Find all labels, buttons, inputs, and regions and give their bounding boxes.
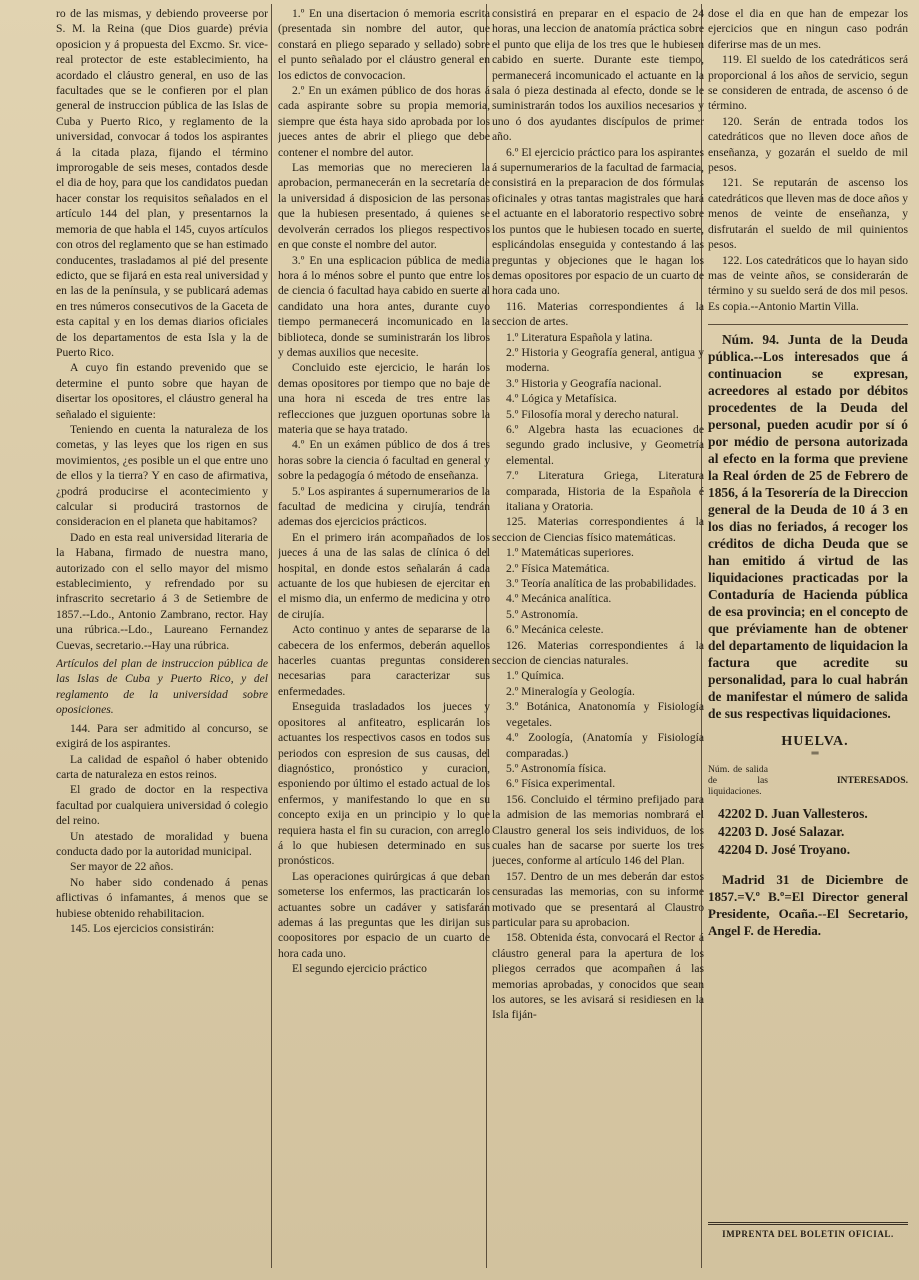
list-item: 5.º Astronomía. [506,607,579,621]
paragraph: 156. Concluido el término prefijado para la admision de las memorias nombrará el Claustro general los seis individuos, de los cuales han de sacarse por suerte los tres jueces, conforme al artículo 146 del Plan. [492,792,704,868]
column-4 [708,6,908,1268]
paragraph: 116. Materias correspondientes á la seccion de artes. [492,299,704,329]
paragraph: Las operaciones quirúrgicas á que deban someterse los enfermos, las practicarán los actuantes sobre un cadáver y satisfarán ademas á las preguntas que les dirijan sus coopositores por espacio de un cuarto de hora cada uno. [278,869,490,960]
paragraph: 120. Serán de entrada todos los catedráticos que no lleven doce años de enseñanza, y gozarán el sueldo de mil pesos. [708,114,908,175]
list-item: 6.º Física experimental. [506,777,616,791]
paragraph: 122. Los catedráticos que lo hayan sido mas de veinte años, se considerarán de término y su sueldo será de dos mil pesos. Es copia.--Antonio Martin Villa. [708,253,908,313]
list-item: 5.º Astronomía física. [506,761,607,775]
paragraph: La calidad de español ó haber obtenido carta de naturaleza en estos reinos. [56,752,268,781]
paragraph: En el primero irán acompañados de los jueces á una de las salas de clínica ó del hospital, en donde estos señalarán á cada actuante de los que hubiesen de ejercitar en el mismo dia, un enfermo de medicina y otro de cirujía. [278,530,490,621]
paragraph: Las memorias que no merecieren la aprobacion, permanecerán en la secretaría de la universidad á disposicion de las personas que la hubiesen presentado, á quienes se devolverán cerrados los pliegos respectivos en que conste el nombre del autor. [278,161,490,252]
printer-imprint: IMPRENTA DEL BOLETIN OFICIAL. [708,1222,908,1239]
list-item: 4.º Lógica y Metafísica. [506,392,617,406]
paragraph: Acto continuo y antes de separarse de la cabecera de los enfermos, deberán aquellos hacerles cuantas preguntas consideren necesarias para caracterizar sus enfermedades. [278,623,490,698]
column-2 [278,6,490,1268]
table-row: 42202 D. Juan Vallesteros. [718,805,868,821]
paragraph: ro de las mismas, y debiendo proveerse por S. M. la Reina (que Dios guarde) prévia oposicion y á propuesta del Excmo. Sr. vice-real protector de este establecimiento, ha acordado el cláustro general, en uso de las facultades que se le confieren por el plan general de instruccion pública de las Islas de Cuba y Puerto Rico, y reglamento de la universidad, convocar á todos los aspirantes á la citada plaza, fijando el término improrogable de seis meses, contados desde el dia de hoy, para que los candidatos puedan hacer constar los requisitos señalados en el artículo 144 del plan, y presentarnos la memoria de que habla el 145, cuyos artículos con otros del reglamento que se han estimado conducentes, trasladamos al pié del presente edicto, que se fijará en esta real universidad y en las de la península, y se publicará ademas en tres números consecutivos de la Gaceta de esta capital y en los demas diarios oficiales de los departamentos de esta Isla y la de Puerto Rico. [56,7,268,359]
paragraph: 158. Obtenida ésta, convocará el Rector á cláustro general para la apertura de los pliegos cerrados que acompañen á las memorias aprobadas, y conocidos que sean los autores, se les avisará si residiesen en la Isla fiján- [492,931,704,1022]
list-item: 3.º Teoría analítica de las probabilidades. [506,577,697,591]
paragraph: 4.º En un exámen público de dos á tres horas sobre la ciencia ó facultad en general y sobre la pedagogía ó método de enseñanza. [278,438,490,483]
list-item: 6.º Algebra hasta las ecuaciones de segundo grado inclusive, y Geometría elemental. [506,422,704,467]
place-divider: ═ [811,747,819,759]
paragraph: 1.º En una disertacion ó memoria escrita (presentada sin nombre del autor, que constará en pliego separado y sellado) sobre el punto señalado por el cláustro general en los edictos de convocacion. [278,7,490,82]
paragraph: 126. Materias correspondientes á la seccion de ciencias naturales. [492,638,704,668]
list-item: 3.º Historia y Geografía nacional. [506,376,662,390]
debt-notice: Núm. 94. Junta de la Deuda pública.--Los interesados que á continuacion se expresan, acreedores al estado por débitos procedentes de la Deuda del personal, pueden acudir por sí ó por médio de persona autorizada al efecto en la forma que previene la Real órden de 25 de Febrero de 1856, á la Tesorería de la Direccion general de la Deuda de 10 á 3 en los dias no feriados, á recoger los créditos de dicha Deuda que se han emitido á virtud de las liquidaciones practicadas por la Contaduría de Hacienda pública de esa provincia; en el concepto de que préviamente han de obtener del departamento de liquidacion la factura que acredite su personalidad, para lo cual habrán de manifestar el número de salida de sus respectivas liquidaciones. [708,324,908,722]
list-item: 4.º Zoología, (Anatomía y Fisiología comparadas.) [506,731,704,760]
paragraph: Dado en esta real universidad literaria de la Habana, firmado de nuestra mano, autorizado con el sello mayor del mismo establecimiento, y refrendado por su infrascrito secretario á 3 de Setiembre de 1857.--Ldo., Antonio Zambrano, rector. Hay una rúbrica.--Ldo., Laureano Fernandez Cuevas, secretario.--Hay una rúbrica. [56,530,268,652]
list-item: 1.º Matemáticas superiores. [506,546,634,560]
paragraph: A cuyo fin estando prevenido que se determine el punto sobre que hayan de disertar los opositores, el cláustro general ha señalado el siguiente: [56,361,268,421]
paragraph: Ser mayor de 22 años. [70,860,174,874]
paragraph: 3.º En una esplicacion pública de media hora á lo ménos sobre el punto que entre los de ciencia ó facultad haya cabido en suerte al candidato una hora antes, durante cuyo tiempo permanecerá incomunicado en la biblioteca, donde se suministrarán los libros y demas auxilios que necesite. [278,253,490,359]
paragraph: No haber sido condenado á penas aflictivas ó infamantes, á menos que se hubiese obtenido rehabilitacion. [56,875,268,920]
place-heading: HUELVA. [781,734,849,750]
paragraph: 121. Se reputarán de ascenso los catedráticos que lleven mas de doce años y menos de veinte de enseñanza, y disfrutarán el sueldo de mil quinientos pesos. [708,176,908,252]
paragraph: El segundo ejercicio práctico [292,962,427,976]
paragraph: 5.º Los aspirantes á supernumerarios de la facultad de medicina y cirujía, tendrán ademas dos ejercicios prácticos. [278,484,490,529]
list-item: 4.º Mecánica analítica. [506,592,612,606]
paragraph: 157. Dentro de un mes deberán dar estos censuradas las memorias, con su informe motivado que se presentará al Claustro particular para su aprobacion. [492,869,704,929]
paragraph: 119. El sueldo de los catedráticos será proporcional á los años de servicio, segun se consideren de entrada, de ascenso ó de término. [708,53,908,113]
list-item: 1.º Literatura Española y latina. [506,330,653,344]
list-item: 5.º Filosofía moral y derecho natural. [506,407,679,421]
table-row: 42204 D. José Troyano. [718,841,851,857]
column-3 [492,6,704,1268]
entries-list [708,805,908,859]
paragraph: 6.º El ejercicio práctico para los aspirantes á supernumerarios de la facultad de farmacia, consistirá en la preparacion de dos fórmulas oficinales y otras tantas magistrales que hará el actuante en el laboratorio respectivo sobre los puntos que le hubiesen tocado en suerte, esplicándolas enseguida y contestando á las preguntas y objeciones que le hagan los demas opositores por espacio de un cuarto de hora cada uno. [492,145,704,298]
list-item: 2.º Historia y Geografía general, antigua y moderna. [506,345,704,375]
column-1 [56,6,268,1268]
table-row: 42203 D. José Salazar. [718,823,845,839]
paragraph: 145. Los ejercicios consistirán: [70,921,215,935]
paragraph: 125. Materias correspondientes á la seccion de Ciencias físico matemáticas. [492,515,704,544]
paragraph: El grado de doctor en la respectiva facultad por cualquiera universidad ó colegio del reino. [56,783,268,828]
column-rule [271,4,272,1268]
closing-signature: Madrid 31 de Diciembre de 1857.=V.º B.º=El Director general Presidente, Ocaña.--El Secretario, Angel F. de Heredia. [708,871,908,938]
paragraph: 144. Para ser admitido al concurso, se exigirá de los aspirantes. [56,721,268,751]
list-item: 3.º Botánica, Anatonomía y Fisiología vegetales. [506,700,704,729]
list-item: 7.º Literatura Griega, Literatura comparada, Historia de la Española é italiana y Oratoria. [506,469,704,513]
paragraph: 2.º En un exámen público de dos horas á cada aspirante sobre su propia memoria, siempre que ésta haya sido aprobada por los jueces antes de abrir el pliego que debe contener el nombre del autor. [278,84,490,159]
paragraph: Enseguida trasladados los jueces y opositores al anfiteatro, esplicarán los actuantes los respectivos casos en todos sus periodos con espresion de sus causas, del diagnóstico, pronóstico y curacion, esponiendo por último el estado actual de los enfermos, y manifestando lo que en su concepto exija en un principio y lo que requiera hasta el fin su curacion, con arreglo á lo que hubiesen determinado en sus pronósticos. [278,700,490,868]
section-heading: Artículos del plan de instruccion pública de las Islas de Cuba y Puerto Rico, y del reglamento de la universidad sobre oposiciones. [56,657,268,717]
list-item: 2.º Física Matemática. [506,561,610,575]
paragraph: consistirá en preparar en el espacio de 24 horas, una leccion de anatomía práctica sobre el punto que elija de los tres que le hubiesen cabido en suerte. Durante este tiempo, permanecerá incomunicado el actuante en la sala ó pieza destinada al efecto, donde se le suministrarán todos los auxilios necesarios y uno ó dos ayudantes discípulos de primer año. [492,7,704,144]
list-item: 2.º Mineralogía y Geología. [506,684,635,698]
paragraph: dose el dia en que han de empezar los ejercicios que en ningun caso podrán diferirse mas de un mes. [708,7,908,51]
list-item: 6.º Mecánica celeste. [506,623,604,637]
header-interested: INTERESADOS. [836,774,908,786]
table-header [708,764,908,797]
header-number: Núm. de salida de las liquidaciones. [708,763,768,797]
paragraph: Un atestado de moralidad y buena conducta dado por la autoridad municipal. [56,829,268,858]
list-item: 1.º Química. [506,669,565,683]
paragraph: Teniendo en cuenta la naturaleza de los cometas, y las leyes que los rigen en sus movimientos, ¿es posible un el que entre uno de ellos y la tierra? Y en caso de afirmativa, ¿podrá producirse el acontecimiento y calcular si producirá trastornos de consideracion en el planeta que habitamos? [56,422,268,529]
paragraph: Concluido este ejercicio, le harán los demas opositores por tiempo que no baje de una hora ni esceda de tres entre las reflecciones que juzguen oportunas sobre la materia que se haya tratado. [278,361,490,436]
